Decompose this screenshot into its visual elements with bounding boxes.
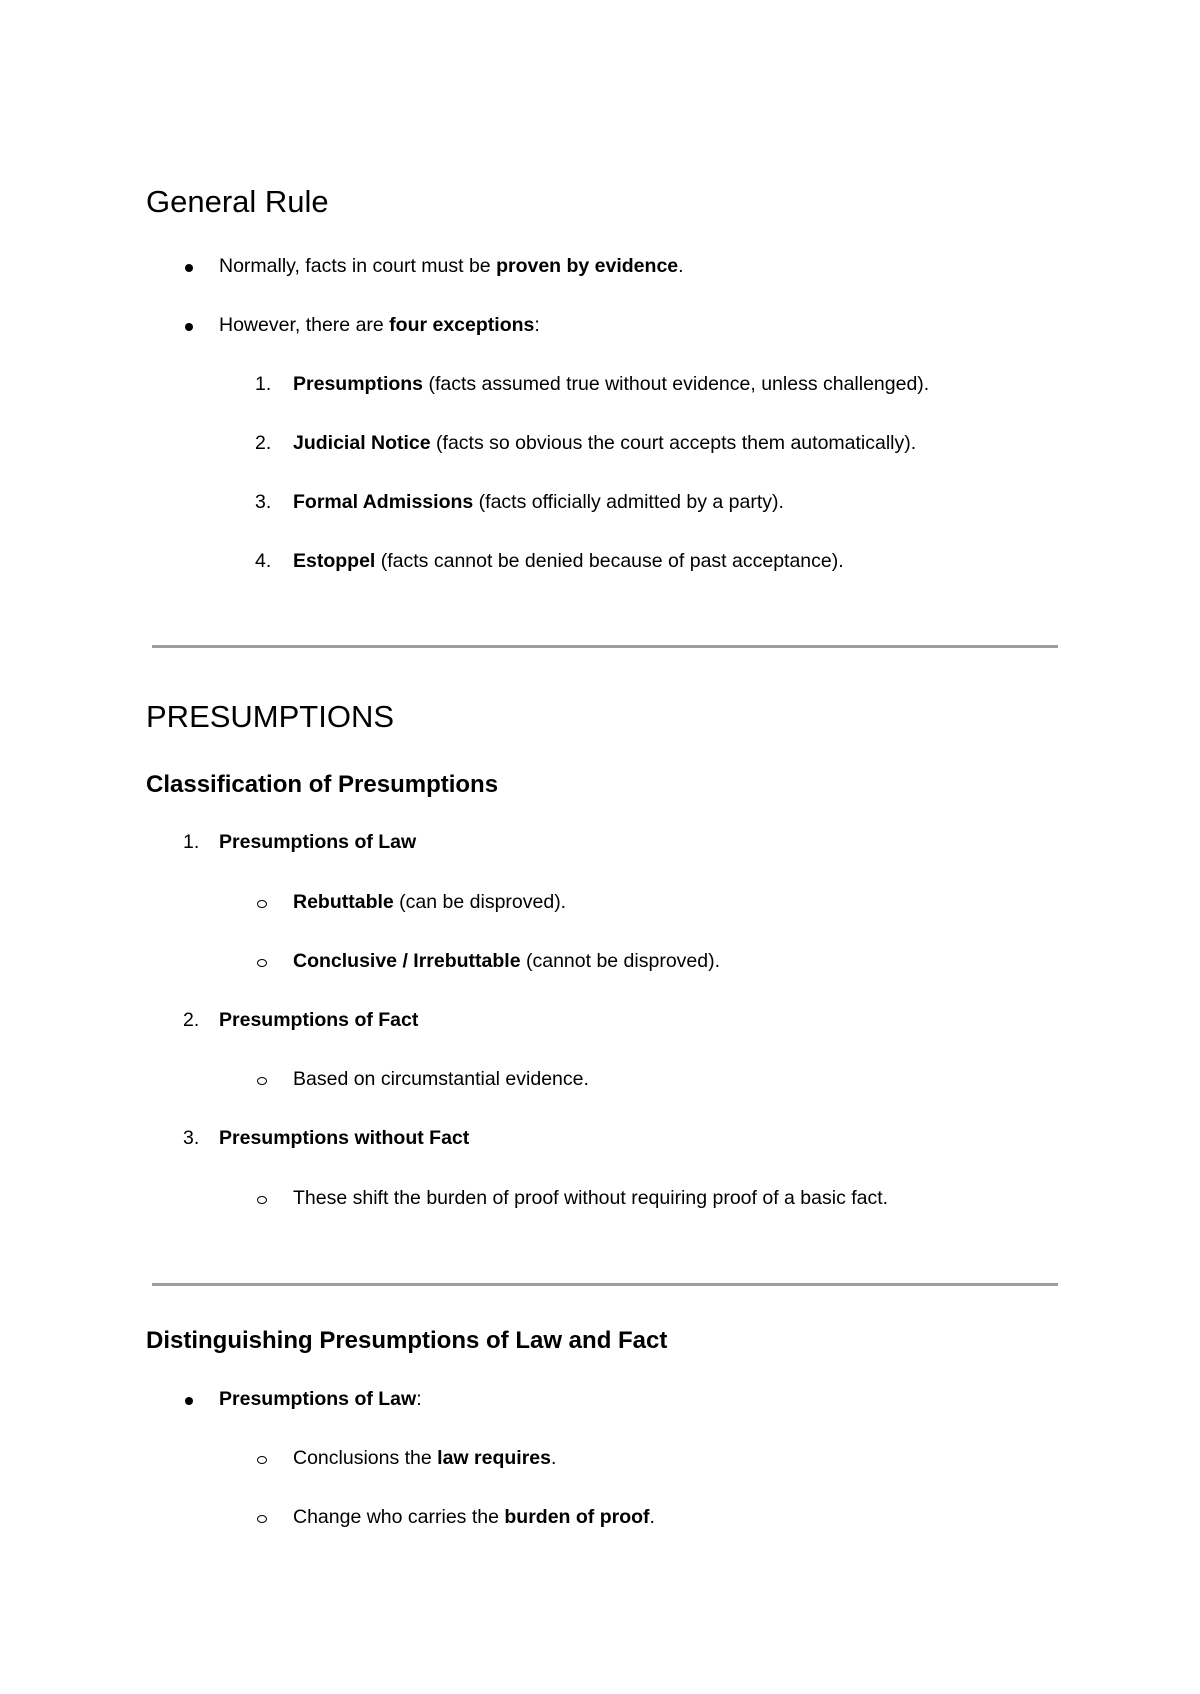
general-rule-bullet-1	[219, 254, 684, 278]
exception-number: 1.	[255, 373, 272, 395]
classification-item-fact: Presumptions of Fact	[219, 1009, 419, 1031]
text-run: :	[534, 314, 540, 336]
exception-item-presumptions	[293, 372, 929, 396]
exception-number: 4.	[255, 550, 272, 572]
horizontal-rule	[152, 1283, 1058, 1286]
hollow-bullet	[257, 900, 267, 908]
horizontal-rule	[152, 645, 1058, 648]
hollow-bullet	[257, 1456, 267, 1464]
bold-text-run: Formal Admissions	[293, 491, 474, 513]
law-sub-rebuttable	[293, 890, 566, 914]
bold-text-run: Conclusive / Irrebuttable	[293, 950, 521, 972]
text-run: However, there are	[219, 314, 390, 336]
text-run: Normally, facts in court must be	[219, 255, 497, 277]
bold-text-run: burden of proof	[504, 1506, 650, 1528]
text-run: (facts cannot be denied because of past acceptance).	[375, 550, 844, 572]
subsection-title-classification: Classification of Presumptions	[146, 771, 499, 798]
exception-number: 3.	[255, 491, 272, 513]
general-rule-bullet-2	[219, 313, 540, 337]
section-title-general-rule: General Rule	[146, 184, 329, 219]
hollow-bullet	[257, 1515, 267, 1523]
classification-number: 3.	[183, 1127, 200, 1149]
bullet-dot	[185, 323, 193, 331]
bold-text-run: law requires	[437, 1447, 551, 1469]
text-run: (can be disproved).	[393, 891, 567, 913]
text-run: .	[649, 1506, 655, 1528]
text-run: (facts assumed true without evidence, unless challenged).	[423, 373, 930, 395]
bullet-dot	[185, 264, 193, 272]
bold-text-run: Presumptions	[293, 373, 424, 395]
bold-text-run: Rebuttable	[293, 891, 394, 913]
text-run: (facts officially admitted by a party).	[473, 491, 784, 513]
hollow-bullet	[257, 1077, 267, 1085]
bold-text-run: four exceptions	[389, 314, 535, 336]
fact-sub-circumstantial: Based on circumstantial evidence.	[293, 1068, 589, 1090]
text-run: :	[416, 1388, 422, 1410]
bold-text-run: proven by evidence	[496, 255, 679, 277]
bold-text-run: Judicial Notice	[293, 432, 431, 454]
text-run: Change who carries the	[293, 1506, 505, 1528]
bold-text-run: Estoppel	[293, 550, 376, 572]
distinguishing-sub-law-requires	[293, 1446, 556, 1470]
bold-text-run: Presumptions of Law	[219, 1388, 417, 1410]
distinguishing-sub-burden	[293, 1505, 655, 1529]
without-fact-sub-burden: These shift the burden of proof without requiring proof of a basic fact.	[293, 1187, 889, 1209]
classification-number: 2.	[183, 1009, 200, 1031]
section-title-presumptions: PRESUMPTIONS	[146, 699, 395, 734]
text-run: (cannot be disproved).	[520, 950, 721, 972]
exception-number: 2.	[255, 432, 272, 454]
text-run: Conclusions the	[293, 1447, 438, 1469]
classification-number: 1.	[183, 831, 200, 853]
law-sub-conclusive	[293, 949, 720, 973]
exception-item-formal-admissions	[293, 490, 784, 514]
hollow-bullet	[257, 1196, 267, 1204]
exception-item-estoppel	[293, 549, 844, 573]
text-run: .	[678, 255, 684, 277]
text-run: (facts so obvious the court accepts them automatically).	[430, 432, 917, 454]
hollow-bullet	[257, 959, 267, 967]
classification-item-without-fact: Presumptions without Fact	[219, 1127, 470, 1149]
bullet-dot	[185, 1397, 193, 1405]
distinguishing-bullet-law	[219, 1387, 422, 1411]
text-run: .	[550, 1447, 557, 1469]
classification-item-law: Presumptions of Law	[219, 831, 417, 853]
subsection-title-distinguishing: Distinguishing Presumptions of Law and Fact	[146, 1327, 668, 1354]
exception-item-judicial-notice	[293, 431, 916, 455]
